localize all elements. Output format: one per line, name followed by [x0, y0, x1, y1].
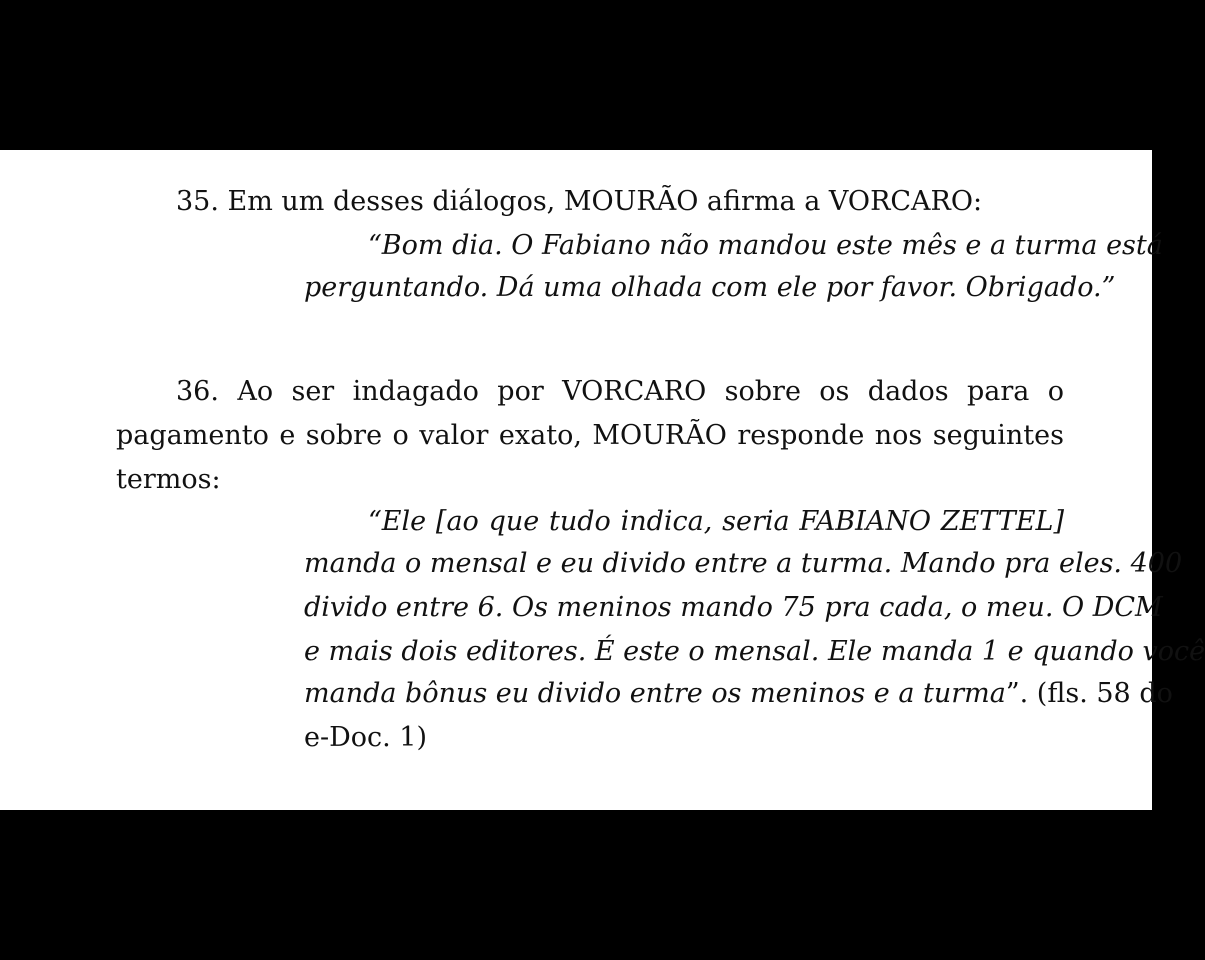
document-page	[0, 150, 1205, 810]
paragraph-36-quote-line-3: divido entre 6. Os meninos mando 75 pra cada, o meu. O DCM	[304, 592, 1163, 623]
paragraph-36-line-3: termos:	[116, 464, 221, 495]
paragraph-36-quote-line-4: e mais dois editores. É este o mensal. Ele manda 1 e quando você	[304, 636, 1205, 667]
paragraph-36-quote-line-5	[304, 678, 1173, 709]
paragraph-36-quote-line-2: manda o mensal e eu divido entre a turma. Mando pra eles. 400	[304, 548, 1183, 579]
paragraph-36-line-1: 36. Ao ser indagado por VORCARO sobre os dados para o	[176, 376, 1064, 407]
paragraph-35-quote-line-1: “Bom dia. O Fabiano não mandou este mês e a turma está	[368, 230, 1163, 261]
paragraph-36-quote-line-1: “Ele [ao que tudo indica, seria FABIANO ZETTEL]	[368, 506, 1064, 537]
paragraph-35-lead: 35. Em um desses diálogos, MOURÃO afirma a VORCARO:	[176, 186, 983, 217]
paragraph-36-line-2: pagamento e sobre o valor exato, MOURÃO responde nos seguintes	[116, 420, 1064, 451]
paragraph-36-citation-line: e-Doc. 1)	[304, 722, 428, 753]
quote-line-5-italic-part: manda bônus eu divido entre os meninos e a turma	[304, 678, 1006, 709]
paragraph-35-quote-line-2: perguntando. Dá uma olhada com ele por favor. Obrigado.”	[304, 272, 1116, 303]
quote-line-5-citation-part: ”. (fls. 58 do	[1005, 678, 1173, 709]
